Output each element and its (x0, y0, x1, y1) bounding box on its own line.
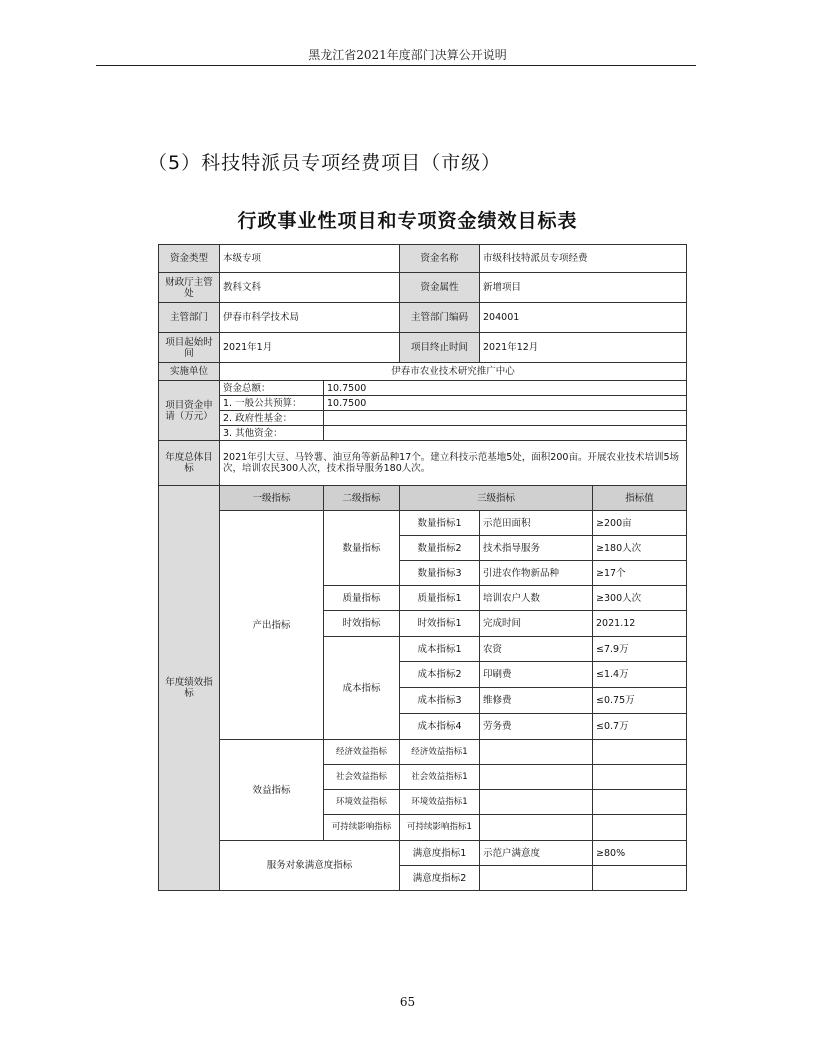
annual-goal-label: 年度总体目标 (159, 441, 220, 486)
kpi-value: ≤7.9万 (593, 637, 687, 662)
kpi-name: 完成时间 (480, 611, 593, 637)
kpi-code: 数量指标1 (400, 511, 480, 536)
kpi-code: 质量指标1 (400, 586, 480, 611)
funding-row-value: 10.7500 (324, 396, 687, 411)
kpi-satisfaction-label: 服务对象满意度指标 (220, 841, 400, 891)
kpi-benefit-level2: 经济效益指标 (324, 740, 400, 765)
kpi-section-label: 年度绩效指标 (159, 486, 220, 891)
kpi-header-value: 指标值 (593, 486, 687, 511)
fund-name-value: 市级科技特派员专项经费 (480, 245, 687, 273)
funding-row-label: 3. 其他资金： (220, 426, 324, 441)
impl-label: 实施单位 (159, 363, 220, 381)
page-number: 65 (399, 995, 416, 1009)
kpi-name: 印刷费 (480, 662, 593, 688)
kpi-value: ≤0.75万 (593, 688, 687, 714)
fund-type-value: 本级专项 (220, 245, 400, 273)
end-label: 项目终止时间 (400, 333, 480, 363)
funding-label: 项目资金申请（万元） (159, 381, 220, 441)
dept-code-value: 204001 (480, 303, 687, 333)
dept-code-label: 主管部门编码 (400, 303, 480, 333)
kpi-quality-label: 质量指标 (324, 586, 400, 611)
fund-name-label: 资金名称 (400, 245, 480, 273)
header-rule (96, 65, 696, 66)
funding-row-label: 资金总额： (220, 381, 324, 396)
kpi-code: 环境效益指标1 (400, 790, 480, 815)
kpi-code: 时效指标1 (400, 611, 480, 637)
kpi-value: ≤0.7万 (593, 714, 687, 740)
kpi-benefit-level2: 可持续影响指标 (324, 815, 400, 841)
fund-attr-value: 新增项目 (480, 273, 687, 303)
funding-row-label: 2. 政府性基金： (220, 411, 324, 426)
kpi-code: 成本指标2 (400, 662, 480, 688)
kpi-value (593, 740, 687, 765)
kpi-name (480, 866, 593, 891)
kpi-value: ≤1.4万 (593, 662, 687, 688)
kpi-name (480, 765, 593, 790)
kpi-name: 维修费 (480, 688, 593, 714)
kpi-header-level1: 一级指标 (220, 486, 324, 511)
kpi-code: 经济效益指标1 (400, 740, 480, 765)
kpi-header-level2: 二级指标 (324, 486, 400, 511)
kpi-value: ≥180人次 (593, 536, 687, 561)
kpi-header-level3: 三级指标 (400, 486, 593, 511)
kpi-timeliness-label: 时效指标 (324, 611, 400, 637)
kpi-benefit-label: 效益指标 (220, 740, 324, 841)
kpi-code: 满意度指标1 (400, 841, 480, 866)
fund-attr-label: 资金属性 (400, 273, 480, 303)
kpi-name: 培训农户人数 (480, 586, 593, 611)
kpi-name: 示范田面积 (480, 511, 593, 536)
kpi-code: 成本指标1 (400, 637, 480, 662)
kpi-name: 劳务费 (480, 714, 593, 740)
start-label: 项目起始时间 (159, 333, 220, 363)
table-title: 行政事业性项目和专项资金绩效目标表 (237, 210, 578, 232)
kpi-value: 2021.12 (593, 611, 687, 637)
performance-goal-table (158, 244, 687, 891)
kpi-benefit-level2: 环境效益指标 (324, 790, 400, 815)
kpi-code: 社会效益指标1 (400, 765, 480, 790)
kpi-output-label: 产出指标 (220, 511, 324, 740)
kpi-code: 成本指标4 (400, 714, 480, 740)
kpi-name: 示范户满意度 (480, 841, 593, 866)
kpi-code: 数量指标3 (400, 561, 480, 586)
kpi-value: ≥17个 (593, 561, 687, 586)
kpi-name: 技术指导服务 (480, 536, 593, 561)
fund-type-label: 资金类型 (159, 245, 220, 273)
kpi-value: ≥80% (593, 841, 687, 866)
kpi-value (593, 866, 687, 891)
finance-office-label: 财政厅主管处 (159, 273, 220, 303)
annual-goal-text: 2021年引大豆、马铃薯、油豆角等新品种17个。建立科技示范基地5处，面积200亩。开展农业技术培训5场次，培训农民300人次，技术指导服务180人次。 (220, 441, 687, 486)
funding-row-label: 1. 一般公共预算： (220, 396, 324, 411)
funding-row-value: 10.7500 (324, 381, 687, 396)
funding-row-value (324, 426, 687, 441)
kpi-name: 农资 (480, 637, 593, 662)
section-heading: （5）科技特派员专项经费项目（市级） (148, 152, 502, 174)
kpi-value: ≥200亩 (593, 511, 687, 536)
kpi-code: 满意度指标2 (400, 866, 480, 891)
impl-value: 伊春市农业技术研究推广中心 (220, 363, 687, 381)
kpi-cost-label: 成本指标 (324, 637, 400, 740)
kpi-quantity-label: 数量指标 (324, 511, 400, 586)
kpi-name: 引进农作物新品种 (480, 561, 593, 586)
kpi-name (480, 740, 593, 765)
running-header: 黑龙江省2021年度部门决算公开说明 (308, 48, 507, 62)
kpi-code: 成本指标3 (400, 688, 480, 714)
kpi-code: 数量指标2 (400, 536, 480, 561)
kpi-value (593, 815, 687, 841)
kpi-code: 可持续影响指标1 (400, 815, 480, 841)
kpi-value (593, 790, 687, 815)
end-value: 2021年12月 (480, 333, 687, 363)
kpi-name (480, 815, 593, 841)
finance-office-value: 教科文科 (220, 273, 400, 303)
kpi-name (480, 790, 593, 815)
start-value: 2021年1月 (220, 333, 400, 363)
kpi-value (593, 765, 687, 790)
kpi-value: ≥300人次 (593, 586, 687, 611)
funding-row-value (324, 411, 687, 426)
dept-label: 主管部门 (159, 303, 220, 333)
dept-value: 伊春市科学技术局 (220, 303, 400, 333)
kpi-benefit-level2: 社会效益指标 (324, 765, 400, 790)
